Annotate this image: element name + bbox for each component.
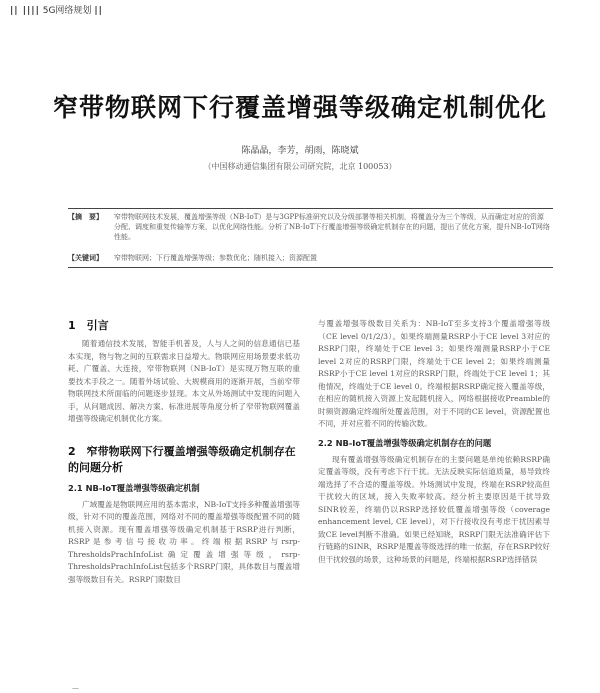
- abstract-label: 【摘 要】: [68, 212, 103, 221]
- subsection-2-2-paragraph: 现有覆盖增强等级确定机制存在的主要问题是单纯依赖RSRP确定覆盖等级，没有考虑下行干扰。无法反映实际信道质量，易导致终端选择了不合适的覆盖等级。外场测试中发现，终端在RSRP较高但干扰较大的区域，接入失败率较高。经分析主要原因是干扰导致SINR较差，终端仍以RSRP选择较低覆盖增强等级（coverage enhancement level, CE level），对下行接收没有考虑干扰因素导致CE level判断不准确。如果已经知晓，RSRP门限无法准确评估下行链路的SINR，RSRP是覆盖等级选择的唯一依据，存在RSRP较好但干扰较强的场景，这种场景的问题是，终端根据RSRP选择错误: [318, 454, 550, 564]
- section-tag-tail: ||: [94, 6, 103, 16]
- abstract-text: 窄带物联网技术发展，覆盖增强等级（NB-IoT）是与3GPP标准研究以及分级部署等相关机制，将覆盖分为三个等级，从而确定对应的资源分配、调度和重复传输等方案，以优化网络性能。分析了NB-IoT下行覆盖增强等级确定机制存在的问题，提出了优化方案，提升NB-IoT网络性能。: [114, 213, 550, 241]
- article-title: 窄带物联网下行覆盖增强等级确定机制优化: [52, 93, 547, 122]
- intro-paragraph: 随着通信技术发展，智能手机普及，人与人之间的信息通信已基本实现，物与物之间的互联需求日益增大。物联网应用场景要求低功耗、广覆盖、大连接，窄带物联网（NB-IoT）是实现万物互联的重要技术手段之一。随着外场试验、大规模商用的逐渐开展，当前窄带物联网技术所面临的问题逐步显现。本文从外场测试中发现的问题入手，从问题成因、解决方案、标准进展等角度分析了窄带物联网覆盖增强等级确定机制优化方案。: [68, 339, 300, 423]
- subsection-2-1-paragraph: 广域覆盖是物联网应用的基本需求，NB-IoT支持多种覆盖增强等级，针对不同的覆盖范围，网络对不同的覆盖增强等级配置不同的随机接入资源。现有覆盖增强等级确定机制基于RSRP进行判断，RSRP是参考信号接收功率。终端根据RSRP与rsrp-ThresholdsPrachInfoList确定覆盖增强等级，rsrp-ThresholdsPrachInfoList包括多个RSRP门限，具体数目与覆盖增强等级数目有关。RSRP门限数目: [68, 499, 300, 584]
- keywords-text: 窄带物联网；下行覆盖增强等级；参数优化；随机接入；资源配置: [114, 254, 317, 262]
- subsection-heading-2-1: 2.1 NB-IoT覆盖增强等级确定机制: [68, 482, 200, 493]
- ce-level-paragraph: 与覆盖增强等级数目关系为：NB-IoT至多支持3个覆盖增强等级（CE level 0/1/2/3）。如果终端测量RSRP小于CE level 3对应的RSRP门限，终端处于CE level 3；如果终端测量RSRP小于CE level 2对应的RSRP门限，终端处于CE level 2；如果终端测量RSRP小于CE level 1对应的RSRP门限，终端处于CE level 1；其他情况，终端处于CE level 0。终端根据RSRP确定接入覆盖等级，在相应的随机接入资源上发起随机接入，网络根据接收Preamble的时频资源确定终端所处覆盖范围，对于不同的CE level，资源配置也不同，并对应着不同的传输次数。: [318, 319, 550, 428]
- section-tag-marks: || ||||: [10, 6, 40, 16]
- section-tag-label: 5G网络规划: [42, 6, 92, 16]
- abstract-box: [68, 208, 553, 268]
- article-affiliation: （中国移动通信集团有限公司研究院，北京 100053）: [203, 162, 397, 171]
- keywords-label: 【关键词】: [68, 253, 103, 262]
- subsection-heading-2-2: 2.2 NB-IoT覆盖增强等级确定机制存在的问题: [318, 437, 492, 448]
- article-authors: 陈晶晶，李芳，胡雨，陈晓斌: [241, 146, 359, 156]
- journal-section-tag: [10, 3, 103, 16]
- section-heading-1: 1 引言: [68, 319, 109, 332]
- right-column: [318, 318, 550, 566]
- page-footer-mark: —: [72, 684, 79, 692]
- section-heading-2: 2 窄带物联网下行覆盖增强等级确定机制存在的问题分析: [68, 444, 296, 474]
- left-column: [68, 318, 300, 586]
